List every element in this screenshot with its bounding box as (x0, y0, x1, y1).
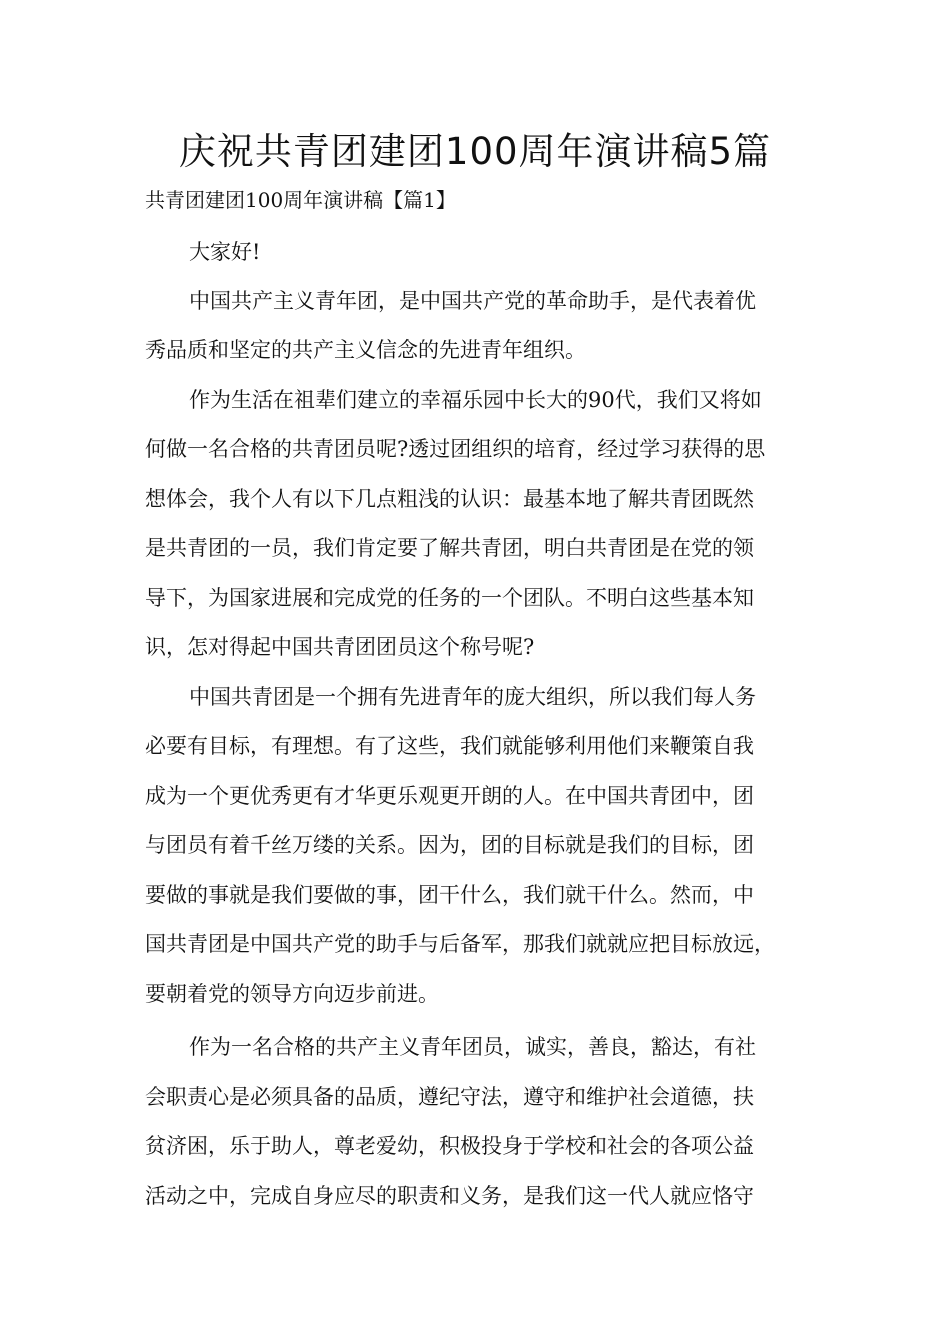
section-heading: 共青团建团100周年演讲稿【篇1】 (145, 188, 456, 212)
paragraph-line: 想体会，我个人有以下几点粗浅的认识：最基本地了解共青团既然 (145, 487, 754, 511)
paragraph-line: 秀品质和坚定的共产主义信念的先进青年组织。 (145, 338, 586, 362)
paragraph-line: 导下，为国家进展和完成党的任务的一个团队。不明白这些基本知 (145, 586, 754, 610)
paragraph-line: 中国共产主义青年团，是中国共产党的革命助手，是代表着优 (189, 289, 756, 313)
paragraph-line: 活动之中，完成自身应尽的职责和义务，是我们这一代人就应恪守 (145, 1184, 754, 1208)
paragraph-line: 要做的事就是我们要做的事，团干什么，我们就干什么。然而，中 (145, 883, 754, 907)
paragraph-line: 要朝着党的领导方向迈步前进。 (145, 982, 439, 1006)
paragraph-line: 与团员有着千丝万缕的关系。因为，团的目标就是我们的目标，团 (145, 833, 754, 857)
greeting-line: 大家好! (189, 240, 261, 264)
paragraph-line: 国共青团是中国共产党的助手与后备军，那我们就就应把目标放远， (145, 932, 775, 956)
paragraph-line: 作为一名合格的共产主义青年团员，诚实，善良，豁达，有社 (189, 1035, 756, 1059)
paragraph-line: 作为生活在祖辈们建立的幸福乐园中长大的90代，我们又将如 (189, 388, 762, 412)
paragraph-line: 成为一个更优秀更有才华更乐观更开朗的人。在中国共青团中，团 (145, 784, 754, 808)
paragraph-line: 会职责心是必须具备的品质，遵纪守法，遵守和维护社会道德，扶 (145, 1085, 754, 1109)
paragraph-line: 是共青团的一员，我们肯定要了解共青团，明白共青团是在党的领 (145, 536, 754, 560)
paragraph-line: 识，怎对得起中国共青团团员这个称号呢? (145, 635, 535, 659)
paragraph-line: 必要有目标，有理想。有了这些，我们就能够利用他们来鞭策自我 (145, 734, 754, 758)
paragraph-line: 中国共青团是一个拥有先进青年的庞大组织，所以我们每人务 (189, 685, 756, 709)
document-title: 庆祝共青团建团100周年演讲稿5篇 (178, 130, 772, 173)
paragraph-line: 何做一名合格的共青团员呢?透过团组织的培育，经过学习获得的思 (145, 437, 766, 461)
paragraph-line: 贫济困，乐于助人，尊老爱幼，积极投身于学校和社会的各项公益 (145, 1134, 754, 1158)
